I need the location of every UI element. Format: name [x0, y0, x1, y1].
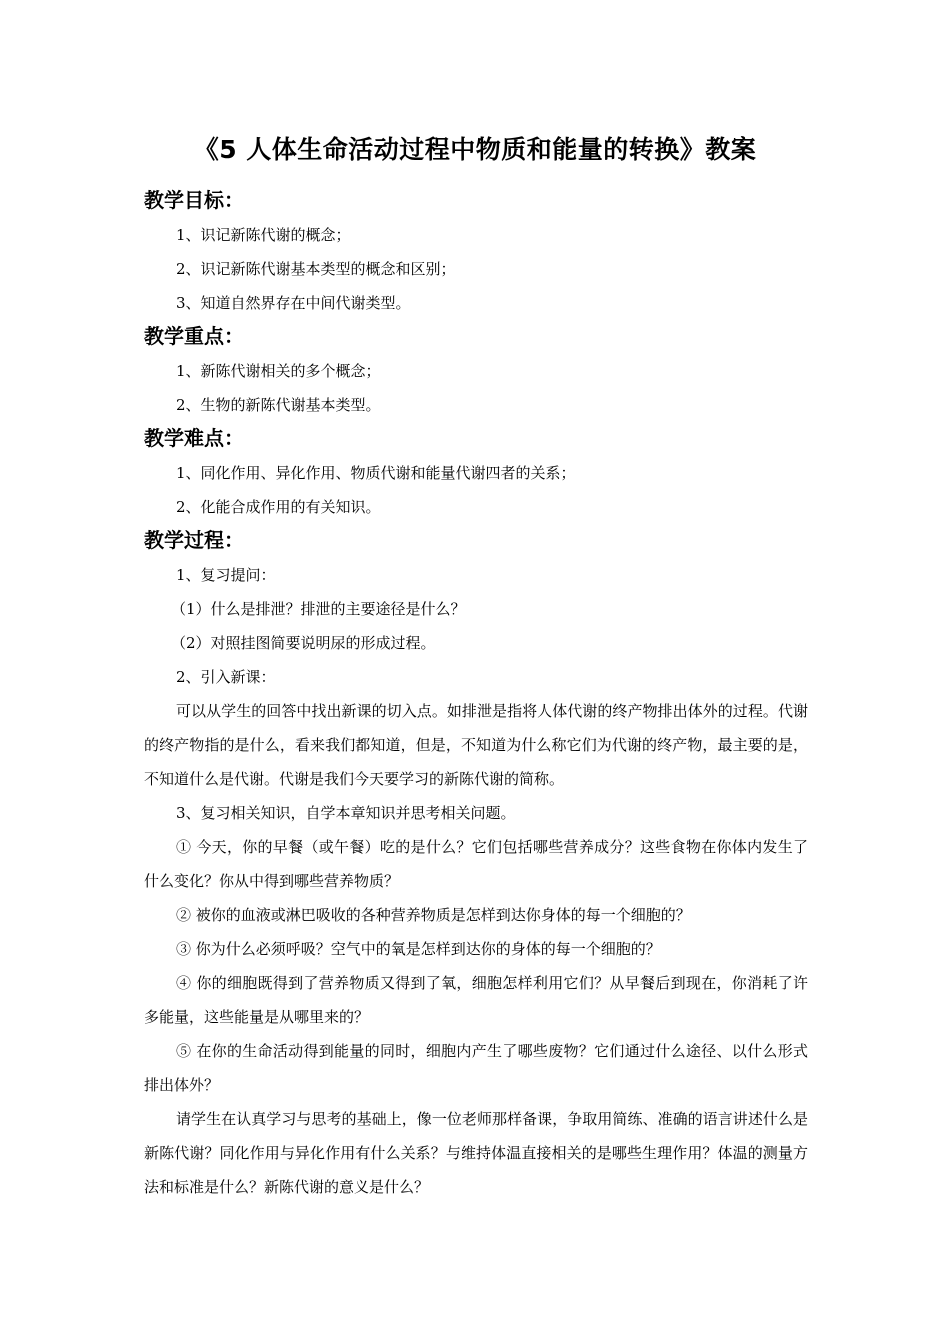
- objective-item: 3、知道自然界存在中间代谢类型。: [176, 294, 411, 312]
- process-step-1: 1、复习提问：: [176, 566, 276, 584]
- document-body: [144, 184, 808, 1204]
- objectives-heading: 教学目标：: [144, 188, 244, 212]
- difficulties-heading: 教学难点：: [144, 426, 244, 450]
- key-point-item: 1、新陈代谢相关的多个概念；: [176, 362, 381, 380]
- key-point-item: 2、生物的新陈代谢基本类型。: [176, 396, 381, 414]
- thinking-question-2: ② 被你的血液或淋巴吸收的各种营养物质是怎样到达你身体的每一个细胞的？: [176, 906, 691, 924]
- intro-paragraph: 可以从学生的回答中找出新课的切入点。如排泄是指将人体代谢的终产物排出体外的过程。代谢的终产物指的是什么，看来我们都知道，但是，不知道为什么称它们为代谢的终产物，最主要的是，不知道什么是代谢。代谢是我们今天要学习的新陈代谢的简称。: [144, 702, 808, 788]
- thinking-question-1: ① 今天，你的早餐（或午餐）吃的是什么？它们包括哪些营养成分？这些食物在你体内发生了什么变化？你从中得到哪些营养物质？: [144, 838, 808, 890]
- thinking-question-5: ⑤ 在你的生命活动得到能量的同时，细胞内产生了哪些废物？它们通过什么途径、以什么形式排出体外？: [144, 1042, 808, 1094]
- review-question-2: （2）对照挂图简要说明尿的形成过程。: [171, 634, 436, 652]
- difficulty-item: 1、同化作用、异化作用、物质代谢和能量代谢四者的关系；: [176, 464, 576, 482]
- objective-item: 2、识记新陈代谢基本类型的概念和区别；: [176, 260, 456, 278]
- process-heading: 教学过程：: [144, 528, 244, 552]
- review-question-1: （1）什么是排泄？排泄的主要途径是什么？: [171, 600, 466, 618]
- thinking-question-4: ④ 你的细胞既得到了营养物质又得到了氧，细胞怎样利用它们？从早餐后到现在，你消耗了许多能量，这些能量是从哪里来的？: [144, 974, 808, 1026]
- difficulty-item: 2、化能合成作用的有关知识。: [176, 498, 381, 516]
- key-points-heading: 教学重点：: [144, 324, 244, 348]
- thinking-question-3: ③ 你为什么必须呼吸？空气中的氧是怎样到达你的身体的每一个细胞的？: [176, 940, 661, 958]
- page-title: 《5 人体生命活动过程中物质和能量的转换》教案: [193, 135, 757, 164]
- objective-item: 1、识记新陈代谢的概念；: [176, 226, 351, 244]
- process-step-2: 2、引入新课：: [176, 668, 276, 686]
- process-step-3: 3、复习相关知识，自学本章知识并思考相关问题。: [176, 804, 516, 822]
- closing-paragraph: 请学生在认真学习与思考的基础上，像一位老师那样备课，争取用简练、准确的语言讲述什么是新陈代谢？同化作用与异化作用有什么关系？与维持体温直接相关的是哪些生理作用？体温的测量方法和标准是什么？新陈代谢的意义是什么？: [144, 1110, 808, 1196]
